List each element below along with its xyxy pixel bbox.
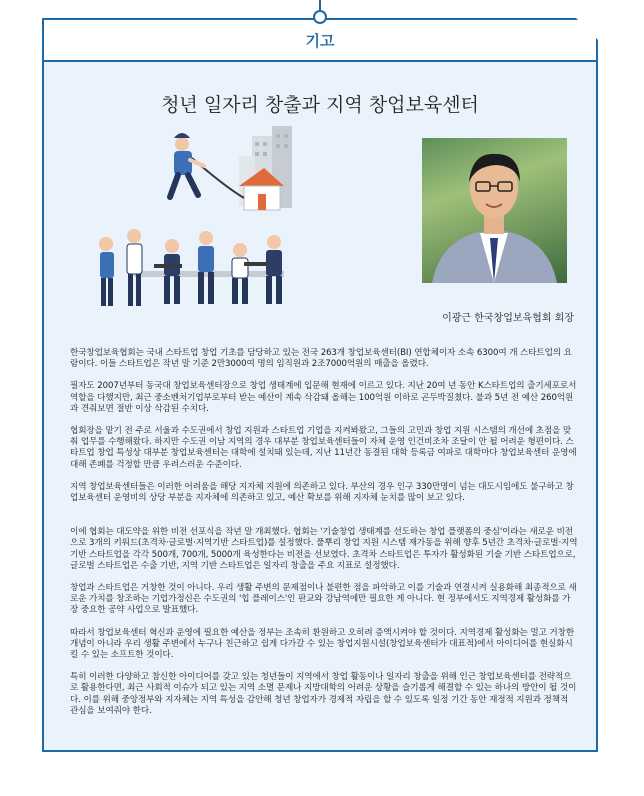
paragraph: 따라서 창업보육센터 혁신과 운영에 필요한 예산을 정부는 조속히 환원하고 오히려 증액시켜야 할 것이다. 지역경제 활성화는 멀고 거창한 개념이 아니라 우리 생활 주변에서 누구나 친근하고 쉽게 다가갈 수 있는 창업지원시설(창업보육센터가 대표적)에서 아이디어를 현실화시킬 수 있는 소프트한 것이다. (70, 627, 575, 661)
paragraph: 이에 협회는 대도약을 위한 비전 선포식을 작년 말 개최했다. 협회는 '기술창업 생태계를 선도하는 창업 플랫폼의 중심'이라는 새로운 비전으로 3개의 키워드(초격차·글로벌·지역기반 스타트업)를 설정했다. 풀뿌리 창업 지원 시스템 재가동을 위해 향후 5년간 초격차·글로벌·지역기반 스타트업을 각각 500개, 700개, 5000개 육성한다는 비전을 선보였다. 초격차 스타트업은 투자가 활성화된 기술 기반 스타트업으로, 글로벌 스타트업은 수출 기반, 지역 기반 스타트업은 일자리 창출을 주요 지표로 설정했다. (70, 527, 578, 571)
article-body (70, 348, 578, 728)
article-frame (42, 18, 598, 752)
portrait-photo (422, 138, 567, 283)
header-bar (44, 20, 596, 62)
article-title: 청년 일자리 창출과 지역 창업보육센터 (161, 94, 479, 116)
paragraph: 한국창업보육협회는 국내 스타트업 창업 기초를 담당하고 있는 전국 263개 창업보육센터(BI) 연합체이자 소속 6300여 개 스타트업의 요람이다. 이들 스타트업은 작년 말 기준 2만3000여 명의 임직원과 2조7000억원의 매출을 올렸다. (70, 348, 572, 370)
photo-caption: 이광근 한국창업보육협회 회장 (442, 313, 574, 324)
article-panel (44, 62, 596, 750)
paragraph: 지역 창업보육센터들은 이러한 어려움을 해당 지자체 지원에 의존하고 있다. 부산의 경우 인구 330만명이 넘는 대도시임에도 불구하고 창업보육센터 운영비의 상당 부분을 지자체에 의존하고 있고, 예산 확보를 위해 지자체 눈치를 많이 보고 있다. (70, 481, 574, 504)
paragraph: 특히 이러한 다양하고 참신한 아이디어를 갖고 있는 청년들이 지역에서 창업 활동이나 일자리 창출을 위해 인근 창업보육센터를 전략적으로 활용한다면, 최근 사회적 이슈가 되고 있는 지역 소멸 문제나 지방대학의 어려운 상황을 슬기롭게 해결할 수 있는 하나의 방안이 될 것이다. 이를 위해 중앙정부와 지자체는 지역 특성을 감안해 청년 창업자가 경제적 자립을 할 수 있도록 일정 기간 동안 재정적 지원과 정책적 관심을 보여줘야 한다. (70, 672, 577, 716)
corner-fold (576, 18, 598, 40)
paragraph: 창업과 스타트업은 거창한 것이 아니다. 우리 생활 주변의 문제점이나 불편한 점을 파악하고 이를 기술과 연결시켜 실용화해 최종적으로 새로운 가치를 창조하는 기업가정신은 수도권의 '힙 플레이스'인 판교와 강남역에만 필요한 게 아니다. 현 정부에서도 지역경제 활성화를 가장 중요한 공약 사업으로 발표했다. (70, 583, 577, 616)
paragraph: 협회장을 맡기 전 주로 서울과 수도권에서 창업 지원과 스타트업 기업을 지켜봐왔고, 그들의 고민과 창업 지원 시스템의 개선에 초점을 맞춰 업무를 수행해왔다. 하지만 수도권 이남 지역의 경우 대부분 창업보육센터들이 자체 운영 인건비조차 조달이 안 될 어려운 형편이다. 스타트업 창업 특성상 대부분 창업보육센터는 대학에 설치돼 있는데, 지난 11년간 동결된 대학 등록금 여파로 대학마다 창업보육센터 운영에 대해 존폐를 걱정할 만큼 우려스러운 수준이다. (70, 426, 577, 470)
paragraph: 필자도 2007년부터 동국대 창업보육센터장으로 창업 생태계에 입문해 현재에 이르고 있다. 지난 20여 년 동안 K스타트업의 출기세포로서 역할을 다했지만, 최근 중소벤처기업부로부터 받는 예산이 계속 삭감돼 올해는 100억원 이하로 곤두박질쳤다. 불과 5년 전 예산 260억원과 견줘보면 절반 이상 삭감된 수치다. (70, 381, 577, 414)
pin-icon (313, 10, 327, 24)
section-label: 기고 (305, 32, 335, 50)
team-illustration-icon (94, 126, 304, 326)
